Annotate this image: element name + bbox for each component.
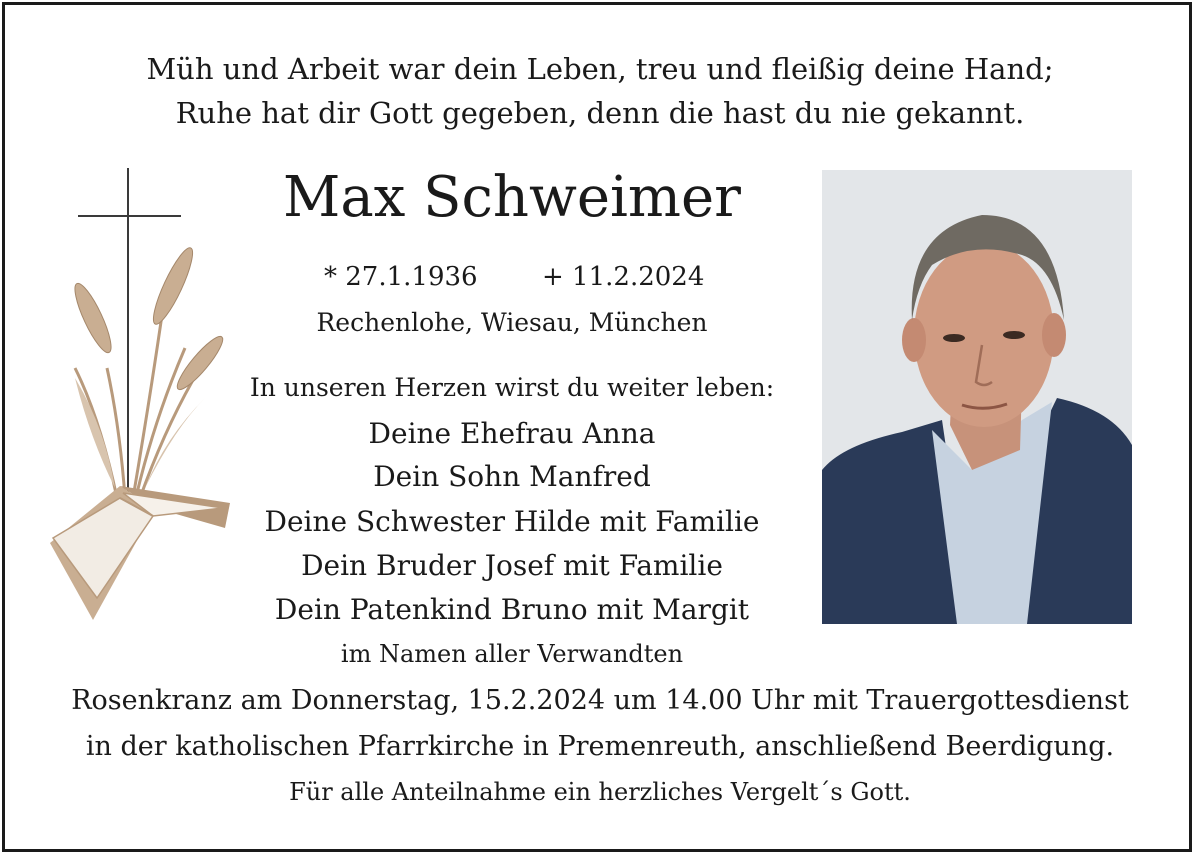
thanks-line: Für alle Anteilnahme ein herzliches Vergelt´s Gott. <box>289 778 911 806</box>
mourner-sister: Deine Schwester Hilde mit Familie <box>264 505 760 538</box>
mourner-wife: Deine Ehefrau Anna <box>368 417 656 450</box>
deceased-name: Max Schweimer <box>283 165 741 230</box>
death-date: + 11.2.2024 <box>542 262 705 292</box>
service-line-1: Rosenkranz am Donnerstag, 15.2.2024 um 14.00 Uhr mit Trauergottesdienst <box>71 685 1129 716</box>
portrait-photo <box>822 170 1132 624</box>
mourners-intro: In unseren Herzen wirst du weiter leben: <box>249 373 775 402</box>
birth-date: * 27.1.1936 <box>324 262 478 292</box>
mourner-brother: Dein Bruder Josef mit Familie <box>301 549 723 582</box>
mourners-closing: im Namen aller Verwandten <box>340 640 684 668</box>
cross-wheat-book-emblem <box>45 168 235 628</box>
service-line-2: in der katholischen Pfarrkirche in Premenreuth, anschließend Beerdigung. <box>85 731 1115 762</box>
motto-line-1: Müh und Arbeit war dein Leben, treu und fleißig deine Hand; <box>146 52 1054 86</box>
mourner-son: Dein Sohn Manfred <box>373 460 651 493</box>
motto-line-2: Ruhe hat dir Gott gegeben, denn die hast du nie gekannt. <box>175 96 1025 130</box>
mourner-godchild: Dein Patenkind Bruno mit Margit <box>274 593 750 626</box>
life-dates <box>212 262 812 298</box>
places-of-life: Rechenlohe, Wiesau, München <box>316 308 708 337</box>
